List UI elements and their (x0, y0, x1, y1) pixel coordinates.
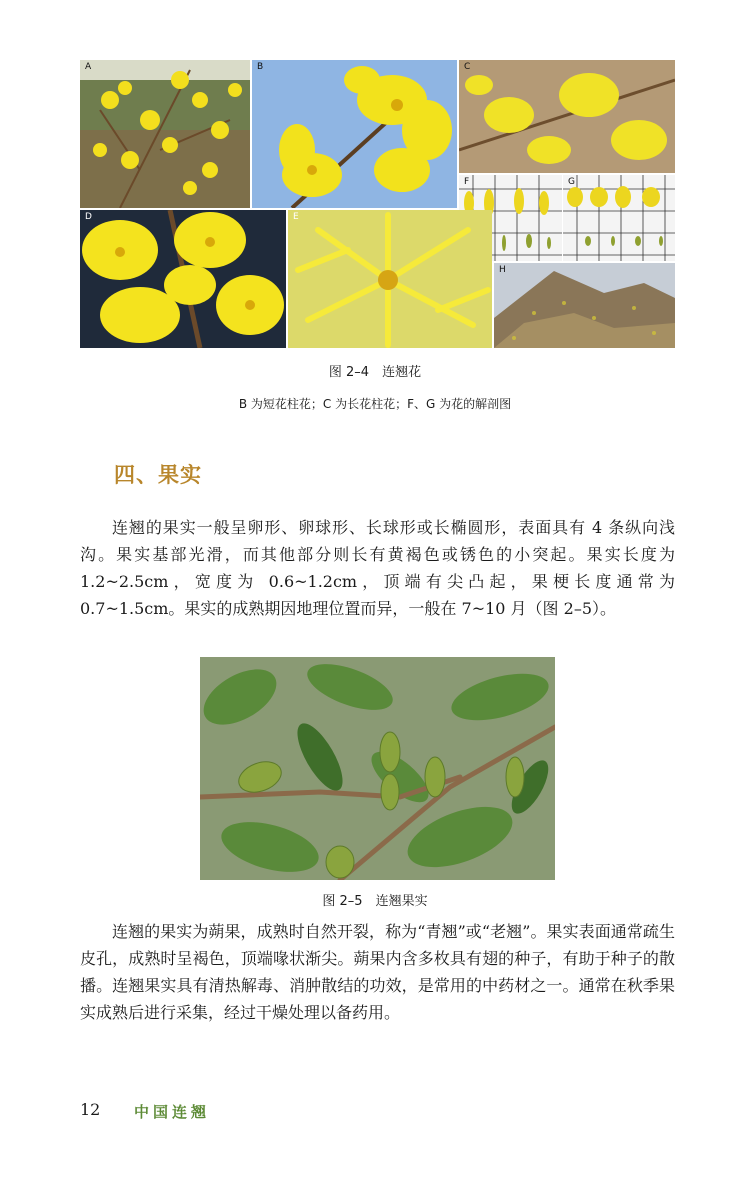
figure-2-5-photo (200, 657, 555, 880)
photo-panel-h (494, 263, 675, 348)
paragraph-fruit-usage (80, 918, 675, 1026)
photo-panel-g (563, 175, 675, 261)
panel-label: C (464, 62, 471, 72)
paragraph-fruit-description (80, 514, 675, 622)
panel-label: E (293, 212, 299, 222)
figure-2-4 (80, 60, 675, 348)
panel-label: A (85, 62, 92, 72)
paragraph-text: 连翘的果实为蒴果，成熟时自然开裂，称为“青翘”或“老翘”。果实表面通常疏生皮孔，成熟时呈褐色，顶端喙状渐尖。蒴果内含多枚具有翅的种子，有助于种子的散播。连翘果实具有清热解毒、消肿散结的功效，是常用的中药材之一。通常在秋季果实成熟后进行采集，经过干燥处理以备药用。 (80, 922, 675, 1022)
figure-2-4-caption: 图 2–4 连翘花 (328, 365, 422, 380)
photo-panel-e (288, 210, 492, 348)
photo-panel-c (459, 60, 675, 173)
photo-panel-b (252, 60, 457, 208)
section-heading: 四、果实 (114, 462, 202, 487)
figure-2-5-caption: 图 2–5 连翘果实 (322, 894, 428, 909)
panel-label: G (568, 177, 575, 187)
photo-panel-a (80, 60, 250, 208)
panel-label: B (257, 62, 264, 72)
photo-panel-d (80, 210, 286, 348)
panel-label: H (499, 265, 506, 275)
figure-2-4-subcaption: B 为短花柱花；C 为长花柱花；F、G 为花的解剖图 (238, 397, 512, 411)
running-book-title: 中国连翘 (134, 1103, 211, 1121)
panel-label: D (85, 212, 92, 222)
panel-label: F (464, 177, 470, 187)
page-number: 12 (80, 1100, 101, 1119)
paragraph-text: 连翘的果实一般呈卵形、卵球形、长球形或长椭圆形，表面具有 4 条纵向浅沟。果实基部光滑，而其他部分则长有黄褐色或锈色的小突起。果实长度为 1.2~2.5cm，宽度为 0.6~1.2cm，顶端有尖凸起，果梗长度通常为 0.7~1.5cm。果实的成熟期因地理位置而异，一般在 7~10 月（图 2–5）。 (80, 518, 675, 618)
